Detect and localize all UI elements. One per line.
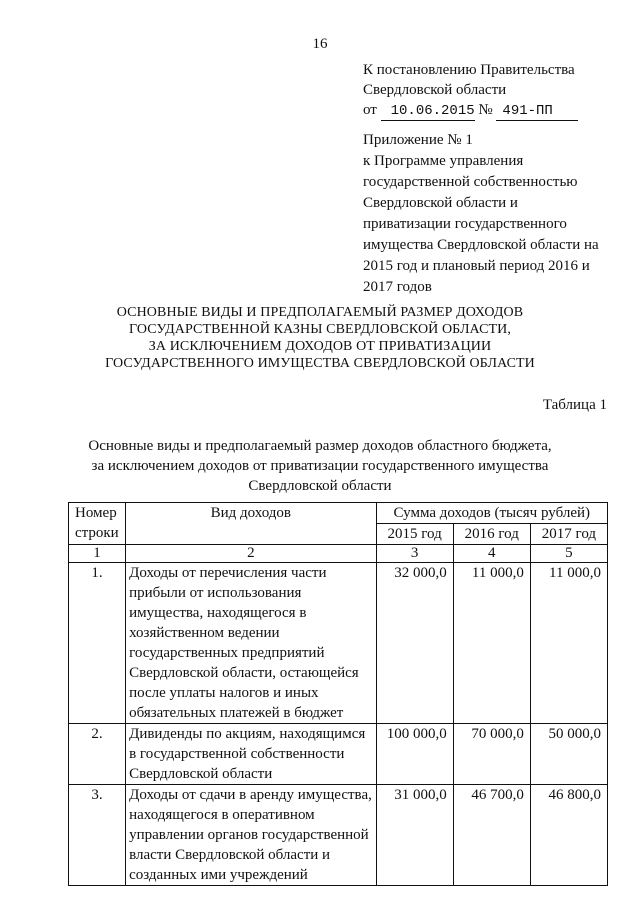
- income-kind: Доходы от сдачи в аренду имущества, находящегося в оперативном управлении органов государственной власти Свердловской области и созданных ими учреждений: [126, 785, 376, 886]
- header-year-2016: 2016 год: [453, 524, 530, 545]
- decree-date-prefix: от: [363, 102, 377, 118]
- column-index: 3: [376, 545, 453, 563]
- caption-line: Основные виды и предполагаемый размер доходов областного бюджета,: [88, 438, 552, 454]
- amount-2015: 32 000,0: [376, 563, 453, 724]
- table-label: Таблица 1: [542, 397, 607, 413]
- appendix-line: 2015 год и плановый период 2016 и: [363, 258, 590, 274]
- amount-2015: 31 000,0: [376, 785, 453, 886]
- column-index: 4: [453, 545, 530, 563]
- header-year-2017: 2017 год: [530, 524, 607, 545]
- title-line: ГОСУДАРСТВЕННОГО ИМУЩЕСТВА СВЕРДЛОВСКОЙ ОБЛАСТИ: [105, 356, 535, 371]
- caption-line: за исключением доходов от приватизации государственного имущества: [91, 458, 549, 474]
- row-number: 3.: [69, 785, 126, 886]
- header-year-2015: 2015 год: [376, 524, 453, 545]
- amount-2017: 11 000,0: [530, 563, 607, 724]
- appendix-line: приватизации государственного: [363, 216, 567, 232]
- appendix-line: к Программе управления: [363, 153, 524, 169]
- column-index-row: [69, 545, 608, 563]
- table-row: [69, 785, 608, 886]
- header-sum: Сумма доходов (тысяч рублей): [376, 503, 607, 524]
- amount-2016: 11 000,0: [453, 563, 530, 724]
- decree-number-prefix: №: [478, 102, 493, 118]
- table-caption: [0, 436, 640, 496]
- decree-date-line: [363, 100, 623, 121]
- income-table: [68, 502, 608, 886]
- header-income-kind: Вид доходов: [126, 503, 376, 545]
- amount-2016: 70 000,0: [453, 724, 530, 785]
- title-line: ОСНОВНЫЕ ВИДЫ И ПРЕДПОЛАГАЕМЫЙ РАЗМЕР ДОХОДОВ: [116, 305, 524, 320]
- row-number: 1.: [69, 563, 126, 724]
- decree-line-2: Свердловской области: [363, 82, 507, 98]
- table-row: [69, 724, 608, 785]
- document-title: [0, 304, 640, 372]
- row-number: 2.: [69, 724, 126, 785]
- column-index: 5: [530, 545, 607, 563]
- appendix-line: имущества Свердловской области на: [363, 237, 599, 253]
- amount-2017: 46 800,0: [530, 785, 607, 886]
- table-row: [69, 563, 608, 724]
- appendix-block: [363, 130, 628, 298]
- appendix-line: государственной собственностью: [363, 174, 578, 190]
- header-row-number: Номер строки: [69, 503, 126, 545]
- title-line: ЗА ИСКЛЮЧЕНИЕМ ДОХОДОВ ОТ ПРИВАТИЗАЦИИ: [148, 339, 492, 354]
- table-header-row: [69, 503, 608, 524]
- decree-date: 10.06.2015: [381, 103, 475, 121]
- income-kind: Доходы от перечисления части прибыли от использования имущества, находящегося в хозяйственном ведении государственных предприятий Свердловской области, остающейся после уплаты налогов и иных обязательных платежей в бюджет: [126, 563, 376, 724]
- decree-reference: [363, 60, 623, 121]
- caption-line: Свердловской области: [248, 478, 392, 494]
- appendix-line: 2017 годов: [363, 279, 432, 295]
- column-index: 1: [69, 545, 126, 563]
- amount-2017: 50 000,0: [530, 724, 607, 785]
- decree-line-1: К постановлению Правительства: [363, 62, 575, 78]
- appendix-line: Свердловской области и: [363, 195, 518, 211]
- title-line: ГОСУДАРСТВЕННОЙ КАЗНЫ СВЕРДЛОВСКОЙ ОБЛАСТИ,: [129, 322, 511, 337]
- income-kind: Дивиденды по акциям, находящимся в государственной собственности Свердловской области: [126, 724, 376, 785]
- decree-number: 491-ПП: [496, 103, 578, 121]
- column-index: 2: [126, 545, 376, 563]
- page-number: 16: [312, 36, 328, 52]
- amount-2015: 100 000,0: [376, 724, 453, 785]
- appendix-line: Приложение № 1: [363, 132, 473, 148]
- amount-2016: 46 700,0: [453, 785, 530, 886]
